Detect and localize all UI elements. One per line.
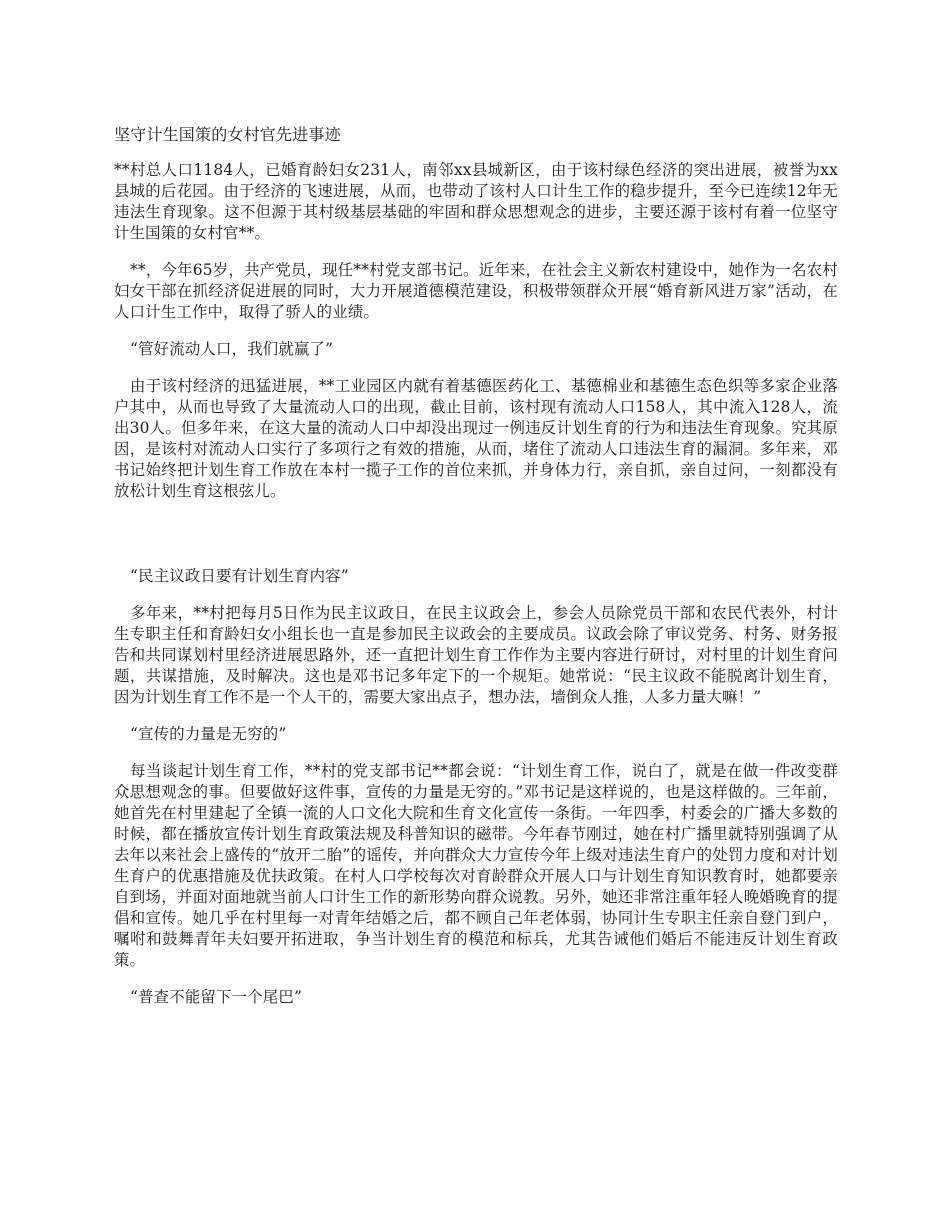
profile-paragraph: **，今年65岁，共产党员，现任**村党支部书记。近年来，在社会主义新农村建设中，她作为一名农村妇女干部在抓经济促进展的同时，大力开展道德模范建设，积极带领群众开展“婚育新风进万家”活动，在人口计生工作中，取得了骄人的业绩。 <box>114 261 838 321</box>
document-page <box>114 124 838 1024</box>
democratic-day-paragraph: 多年来，**村把每月5日作为民主议政日，在民主议政会上，参会人员除党员干部和农民代表外，村计生专职主任和育龄妇女小组长也一直是参加民主议政会的主要成员。议政会除了审议党务、村务、财务报告和共同谋划村里经济进展思路外，还一直把计划生育工作作为主要内容进行研讨，对村里的计划生育问题，共谋措施，及时解决。这也是邓书记多年定下的一个规矩。她常说：“民主议政不能脱离计划生育，因为计划生育工作不是一个人干的，需要大家出点子，想办法，墙倒众人推，人多力量大嘛！” <box>114 604 838 706</box>
section-heading-floating-population: “管好流动人口，我们就赢了” <box>130 340 334 358</box>
floating-population-paragraph: 由于该村经济的迅猛进展，**工业园区内就有着基德医药化工、基德棉业和基德生态色织等多家企业落户其中，从而也导致了大量流动人口的出现，截止目前，该村现有流动人口158人，其中流入128人，流出30人。但多年来，在这大量的流动人口中却没出现过一例违反计划生育的行为和违法生育现象。究其原因，是该村对流动人口实行了多项行之有效的措施，从而，堵住了流动人口违法生育的漏洞。多年来，邓书记始终把计划生育工作放在本村一揽子工作的首位来抓，并身体力行，亲自抓，亲自过问，一刻都没有放松计划生育这根弦儿。 <box>114 377 838 500</box>
blank-gap <box>114 518 838 566</box>
publicity-paragraph: 每当谈起计划生育工作，**村的党支部书记**都会说：“计划生育工作，说白了，就是在做一件改变群众思想观念的事。但要做好这件事，宣传的力量是无穷的。”邓书记是这样说的，也是这样做的。三年前，她首先在村里建起了全镇一流的人口文化大院和生育文化宣传一条街。一年四季，村委会的广播大多数的时候，都在播放宣传计划生育政策法规及科普知识的磁带。今年春节刚过，她在村广播里就特别强调了从去年以来社会上盛传的“放开二胎”的谣传，并向群众大力宣传今年上级对违法生育户的处罚力度和对计划生育户的优惠措施及优扶政策。在村人口学校每次对育龄群众开展人口与计划生育知识教育时，她都要亲自到场，并面对面地就当前人口计生工作的新形势向群众说教。另外，她还非常注重年轻人晚婚晚育的提倡和宣传。她几乎在村里每一对青年结婚之后，都不顾自己年老体弱，协同计生专职主任亲自登门到户，嘱咐和鼓舞青年夫妇要开拓进取，争当计划生育的模范和标兵，尤其告诫他们婚后不能违反计划生育政策。 <box>114 762 838 969</box>
section-heading-publicity: “宣传的力量是无穷的” <box>130 725 287 743</box>
section-heading-democratic-day: “民主议政日要有计划生育内容” <box>130 567 349 585</box>
section-heading-census: “普查不能留下一个尾巴” <box>130 988 303 1006</box>
document-title: 坚守计生国策的女村官先进事迹 <box>114 125 341 144</box>
intro-paragraph: **村总人口1184人，已婚育龄妇女231人，南邻xx县城新区，由于该村绿色经济的突出进展，被誉为xx县城的后花园。由于经济的飞速进展，从而，也带动了该村人口计生工作的稳步提升，至今已连续12年无违法生育现象。这不但源于其村级基层基础的牢固和群众思想观念的进步，主要还源于该村有着一位坚守计生国策的女村官**。 <box>114 161 838 242</box>
